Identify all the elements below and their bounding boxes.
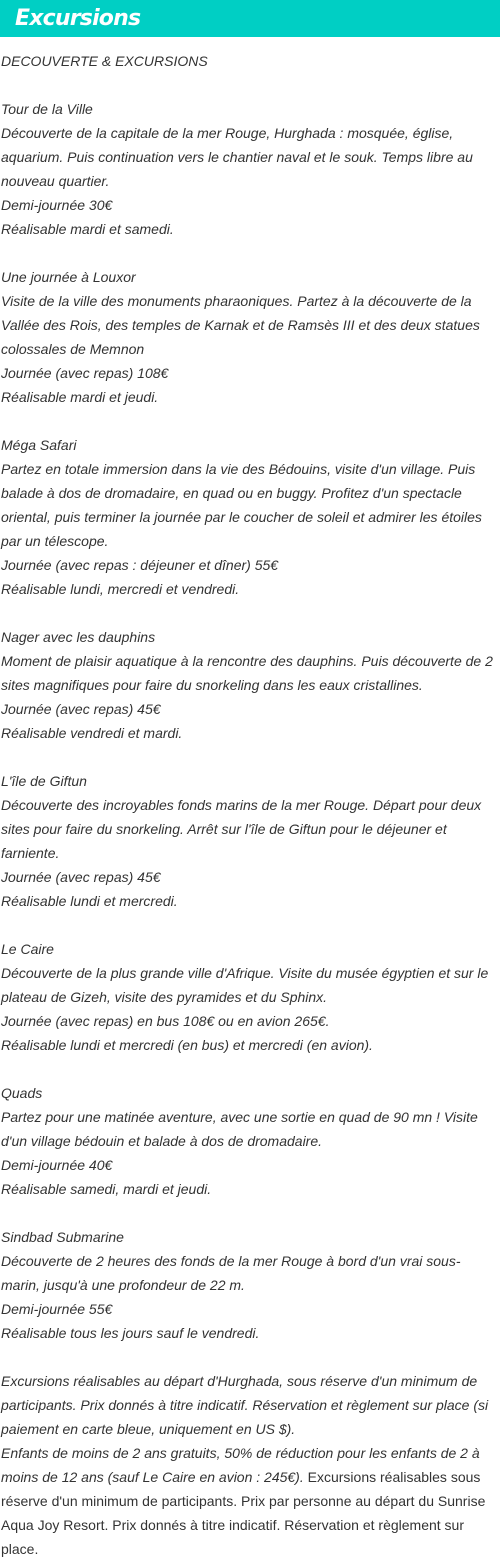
excursion-days: Réalisable vendredi et mardi. — [1, 725, 183, 741]
excursion-name: Le Caire — [1, 941, 54, 957]
excursion-description: Moment de plaisir aquatique à la rencontre des dauphins. Puis découverte de 2 sites magnifiques pour faire du snorkeling dans les eaux cristallines. — [1, 653, 493, 693]
excursion-name: Nager avec les dauphins — [1, 629, 156, 645]
excursion-days: Réalisable samedi, mardi et jeudi. — [1, 1181, 212, 1197]
excursion-item — [1, 265, 498, 409]
excursion-item — [1, 769, 498, 913]
excursion-description: Découverte de 2 heures des fonds de la mer Rouge à bord d'un vrai sous-marin, jusqu'à une profondeur de 22 m. — [1, 1253, 461, 1293]
section-title: DECOUVERTE & EXCURSIONS — [1, 53, 208, 69]
excursion-description: Partez pour une matinée aventure, avec une sortie en quad de 90 mn ! Visite d'un village bédouin et balade à dos de dromadaire. — [1, 1109, 478, 1149]
excursion-description: Découverte de la capitale de la mer Rouge, Hurghada : mosquée, église, aquarium. Puis continuation vers le chantier naval et le souk. Temps libre au nouveau quartier. — [1, 125, 473, 189]
excursion-name: Tour de la Ville — [1, 101, 93, 117]
excursion-price: Journée (avec repas) 45€ — [1, 869, 161, 885]
excursion-name: L'île de Giftun — [1, 773, 87, 789]
excursion-price: Demi-journée 40€ — [1, 1157, 113, 1173]
excursion-days: Réalisable lundi et mercredi. — [1, 893, 178, 909]
excursion-name: Quads — [1, 1085, 43, 1101]
excursion-description: Découverte de la plus grande ville d'Afrique. Visite du musée égyptien et sur le plateau de Gizeh, visite des pyramides et du Sphinx. — [1, 965, 489, 1005]
conditions-notes — [1, 1369, 498, 1561]
excursion-item — [1, 625, 498, 745]
excursion-days: Réalisable tous les jours sauf le vendredi. — [1, 1325, 260, 1341]
excursion-item — [1, 937, 498, 1057]
excursion-item — [1, 1081, 498, 1201]
excursion-item — [1, 433, 498, 601]
excursion-price: Demi-journée 55€ — [1, 1301, 113, 1317]
excursion-price: Journée (avec repas : déjeuner et dîner) 55€ — [1, 557, 279, 573]
excursion-description: Découverte des incroyables fonds marins de la mer Rouge. Départ pour deux sites pour faire du snorkeling. Arrêt sur l'île de Giftun pour le déjeuner et farniente. — [1, 797, 482, 861]
excursion-name: Méga Safari — [1, 437, 77, 453]
conditions-paragraph: Excursions réalisables au départ d'Hurghada, sous réserve d'un minimum de participants. Prix donnés à titre indicatif. Réservation et règlement sur place (si paiement en carte bleue, uniquement en US $). — [1, 1373, 489, 1437]
excursion-description: Visite de la ville des monuments pharaoniques. Partez à la découverte de la Vallée des Rois, des temples de Karnak et de Ramsès III et des deux statues colossales de Memnon — [1, 293, 480, 357]
excursion-description: Partez en totale immersion dans la vie des Bédouins, visite d'un village. Puis balade à dos de dromadaire, en quad ou en buggy. Profitez d'un spectacle oriental, puis terminer la journée par le coucher de soleil et admirer les étoiles par un télescope. — [1, 461, 482, 549]
excursion-price: Journée (avec repas) 108€ — [1, 365, 169, 381]
excursion-name: Une journée à Louxor — [1, 269, 136, 285]
excursion-price: Demi-journée 30€ — [1, 197, 113, 213]
excursion-days: Réalisable lundi et mercredi (en bus) et mercredi (en avion). — [1, 1037, 373, 1053]
page-title: Excursions — [15, 6, 141, 31]
excursion-name: Sindbad Submarine — [1, 1229, 124, 1245]
excursions-header — [0, 0, 500, 37]
excursion-days: Réalisable lundi, mercredi et vendredi. — [1, 581, 240, 597]
conditions-upright-note: Excursions réalisables sous réserve d'un minimum de participants. Prix par personne au départ du Sunrise Aqua Joy Resort. Prix donnés à titre indicatif. Réservation et règlement sur place. — [1, 1469, 486, 1557]
children-pricing-note: Enfants de moins de 2 ans gratuits, 50% de réduction pour les enfants de 2 à moins de 12 ans (sauf Le Caire en avion : 245€). — [1, 1445, 480, 1485]
excursion-price: Journée (avec repas) en bus 108€ ou en avion 265€. — [1, 1013, 330, 1029]
excursion-days: Réalisable mardi et samedi. — [1, 221, 174, 237]
excursions-content — [0, 49, 498, 1561]
excursion-item — [1, 97, 498, 241]
excursion-days: Réalisable mardi et jeudi. — [1, 389, 159, 405]
excursion-price: Journée (avec repas) 45€ — [1, 701, 161, 717]
excursion-item — [1, 1225, 498, 1345]
